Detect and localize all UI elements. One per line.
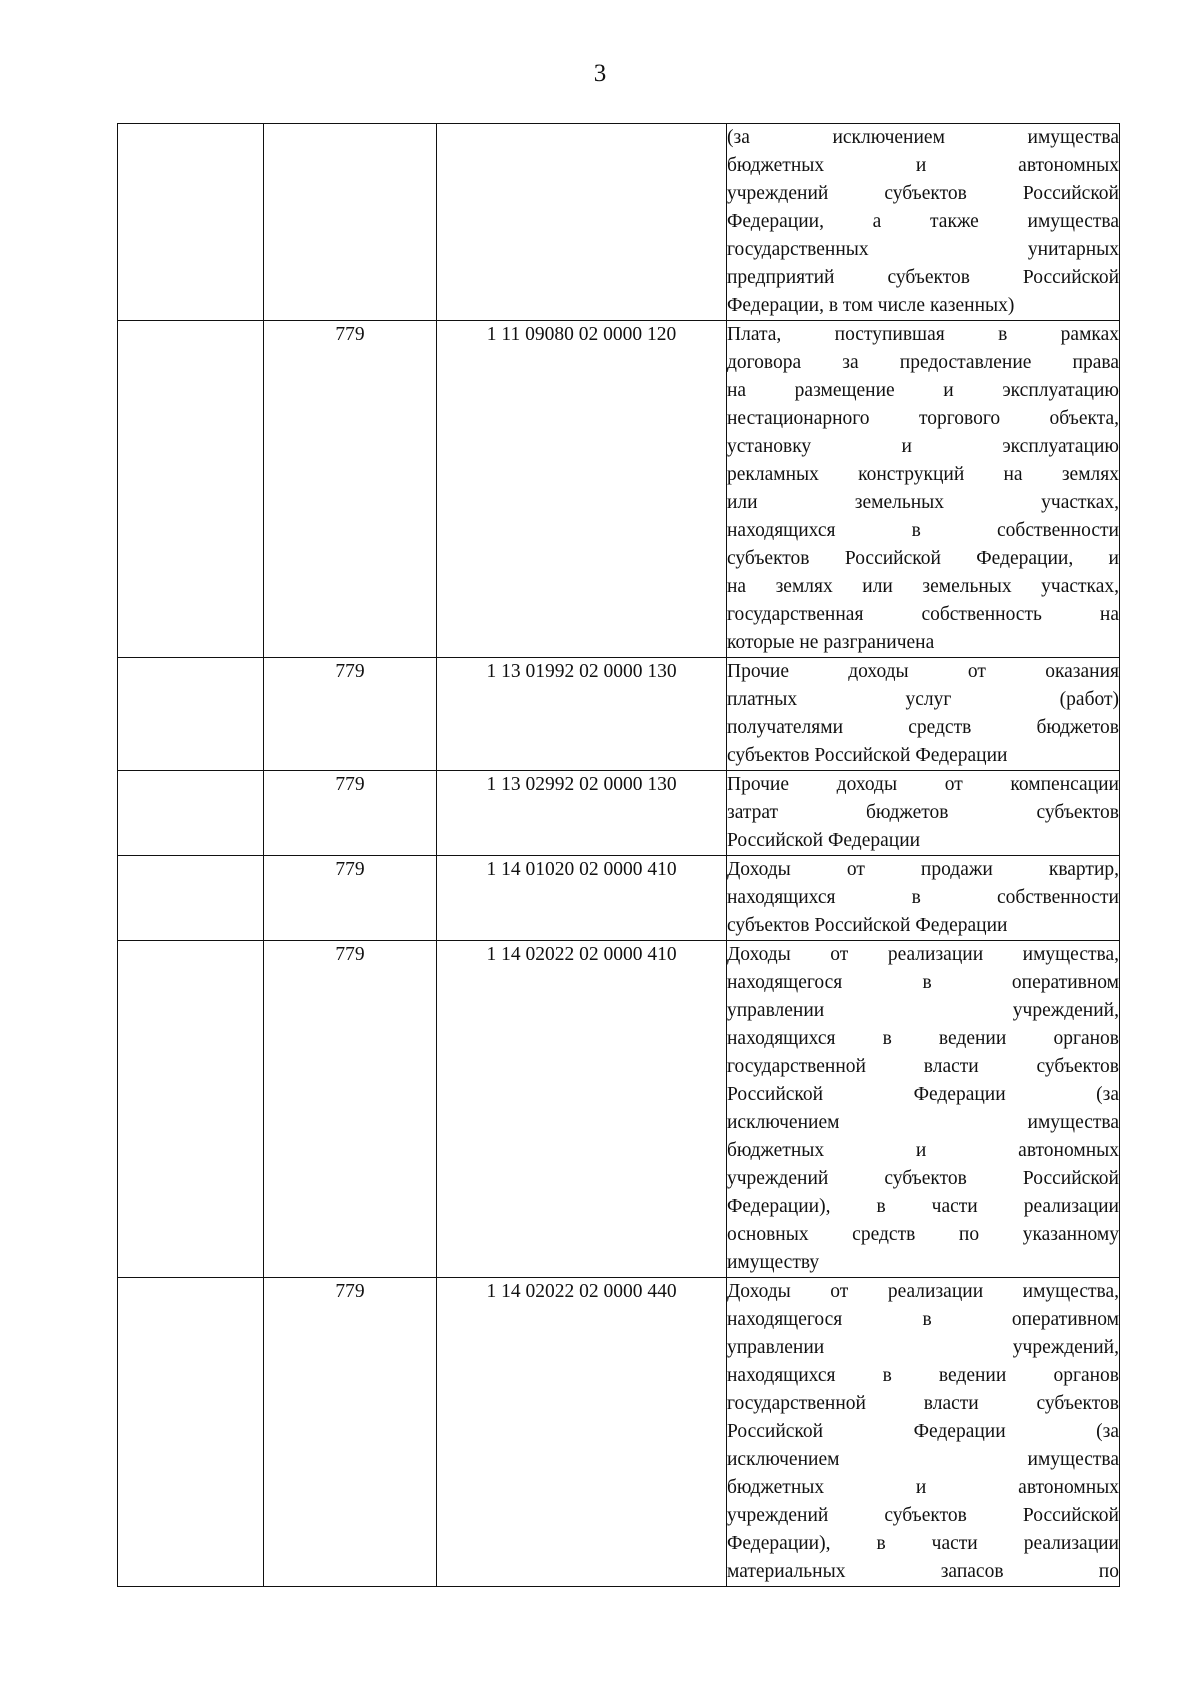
description-line: исключением имущества [727, 1449, 1119, 1470]
income-description-cell [727, 1278, 1120, 1587]
description-line: предприятий субъектов Российской [727, 267, 1119, 288]
description-line: государственных унитарных [727, 239, 1119, 260]
table-row [118, 771, 1120, 856]
description-line: управлении учреждений, [727, 1337, 1119, 1358]
description-line: получателями средств бюджетов [727, 717, 1119, 738]
budget-classification-code-cell: 1 13 01992 02 0000 130 [437, 658, 727, 771]
empty-cell [118, 941, 264, 1278]
description-line: бюджетных и автономных [727, 1140, 1119, 1161]
description-line: находящегося в оперативном [727, 1309, 1119, 1330]
table-row [118, 856, 1120, 941]
table-row [118, 124, 1120, 321]
description-line: Федерации, в том числе казенных) [727, 295, 1015, 316]
description-line: Российской Федерации (за [727, 1421, 1119, 1442]
description-line: Прочие доходы от оказания [727, 661, 1119, 682]
budget-classification-code-cell: 1 13 02992 02 0000 130 [437, 771, 727, 856]
table-row [118, 941, 1120, 1278]
admin-code-cell [264, 124, 437, 321]
empty-cell [118, 771, 264, 856]
empty-cell [118, 321, 264, 658]
description-line: материальных запасов по [727, 1561, 1119, 1582]
description-line: находящихся в ведении органов [727, 1028, 1119, 1049]
admin-code-cell: 779 [264, 941, 437, 1278]
description-line: находящегося в оперативном [727, 972, 1119, 993]
description-line: договора за предоставление права [727, 352, 1119, 373]
description-line: находящихся в собственности [727, 520, 1119, 541]
income-description-cell [727, 321, 1120, 658]
admin-code-cell: 779 [264, 856, 437, 941]
description-line: исключением имущества [727, 1112, 1119, 1133]
description-line: рекламных конструкций на землях [727, 464, 1119, 485]
description-line: государственной власти субъектов [727, 1056, 1119, 1077]
table-row [118, 321, 1120, 658]
budget-classification-code-cell: 1 14 01020 02 0000 410 [437, 856, 727, 941]
description-line: Российской Федерации [727, 830, 921, 851]
description-line: или земельных участках, [727, 492, 1119, 513]
description-line: государственная собственность на [727, 604, 1119, 625]
empty-cell [118, 1278, 264, 1587]
admin-code-cell: 779 [264, 1278, 437, 1587]
description-line: которые не разграничена [727, 632, 935, 653]
admin-code-cell: 779 [264, 658, 437, 771]
description-line: находящихся в собственности [727, 887, 1119, 908]
description-line: имуществу [727, 1252, 820, 1273]
description-line: на землях или земельных участках, [727, 576, 1119, 597]
table-row [118, 658, 1120, 771]
description-line: основных средств по указанному [727, 1224, 1119, 1245]
income-description-cell [727, 658, 1120, 771]
admin-code-cell: 779 [264, 771, 437, 856]
description-line: учреждений субъектов Российской [727, 1168, 1119, 1189]
description-line: Доходы от реализации имущества, [727, 944, 1119, 965]
page-number: 3 [593, 60, 607, 87]
description-line: Доходы от реализации имущества, [727, 1281, 1119, 1302]
income-description-cell [727, 856, 1120, 941]
description-line: затрат бюджетов субъектов [727, 802, 1119, 823]
income-description-cell [727, 771, 1120, 856]
description-line: учреждений субъектов Российской [727, 183, 1119, 204]
table-row [118, 1278, 1120, 1587]
description-line: Прочие доходы от компенсации [727, 774, 1119, 795]
income-description-cell [727, 124, 1120, 321]
empty-cell [118, 856, 264, 941]
description-line: государственной власти субъектов [727, 1393, 1119, 1414]
description-line: Плата, поступившая в рамках [727, 324, 1119, 345]
description-line: Российской Федерации (за [727, 1084, 1119, 1105]
revenue-codes-table [117, 123, 1120, 1587]
description-line: на размещение и эксплуатацию [727, 380, 1119, 401]
table-body [118, 124, 1120, 1587]
empty-cell [118, 124, 264, 321]
description-line: находящихся в ведении органов [727, 1365, 1119, 1386]
description-line: установку и эксплуатацию [727, 436, 1119, 457]
description-line: Доходы от продажи квартир, [727, 859, 1119, 880]
budget-classification-code-cell: 1 14 02022 02 0000 410 [437, 941, 727, 1278]
empty-cell [118, 658, 264, 771]
budget-classification-code-cell: 1 11 09080 02 0000 120 [437, 321, 727, 658]
description-line: управлении учреждений, [727, 1000, 1119, 1021]
description-line: бюджетных и автономных [727, 1477, 1119, 1498]
description-line: субъектов Российской Федерации, и [727, 548, 1119, 569]
description-line: Федерации), в части реализации [727, 1533, 1119, 1554]
description-line: бюджетных и автономных [727, 155, 1119, 176]
description-line: (за исключением имущества [727, 127, 1119, 148]
admin-code-cell: 779 [264, 321, 437, 658]
description-line: Федерации, а также имущества [727, 211, 1119, 232]
description-line: Федерации), в части реализации [727, 1196, 1119, 1217]
description-line: платных услуг (работ) [727, 689, 1119, 710]
description-line: нестационарного торгового объекта, [727, 408, 1119, 429]
budget-classification-code-cell: 1 14 02022 02 0000 440 [437, 1278, 727, 1587]
description-line: субъектов Российской Федерации [727, 745, 1008, 766]
income-description-cell [727, 941, 1120, 1278]
description-line: субъектов Российской Федерации [727, 915, 1008, 936]
description-line: учреждений субъектов Российской [727, 1505, 1119, 1526]
budget-classification-code-cell [437, 124, 727, 321]
